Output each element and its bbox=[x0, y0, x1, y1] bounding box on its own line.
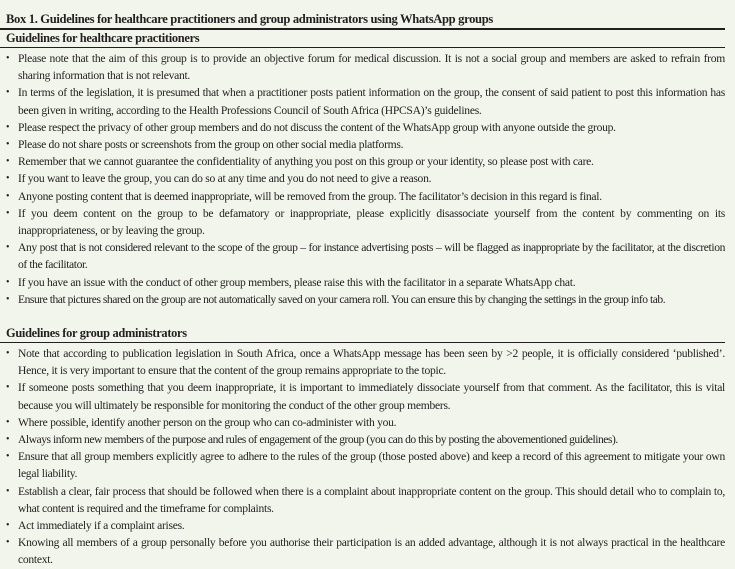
list-item bbox=[0, 274, 725, 291]
list-item-text: Remember that we cannot guarantee the confidentiality of anything you post on this group or your identity, so please post with care. bbox=[18, 155, 594, 169]
practitioner-guidelines-list bbox=[0, 48, 725, 308]
list-item-text: Ensure that pictures shared on the group are not automatically saved on your camera roll. You can ensure this by changing the settings in the group info tab. bbox=[18, 292, 666, 306]
bullet-icon: • bbox=[6, 293, 10, 305]
list-item bbox=[0, 379, 725, 413]
list-item-text: Any post that is not considered relevant to the scope of the group – for instance advertising posts – will be flagged as inappropriate by the facilitator, at the discretion of the facilitator. bbox=[18, 241, 725, 272]
bullet-icon: • bbox=[6, 348, 10, 360]
list-item-text: In terms of the legislation, it is presumed that when a practitioner posts patient information on the group, the consent of said patient to post this information has been given in writing, according to the Health Professions Council of South Africa (HPCSA)’s guidelines. bbox=[18, 86, 725, 117]
list-item bbox=[0, 170, 725, 187]
list-item-text: Please do not share posts or screenshots from the group on other social media platforms. bbox=[18, 138, 404, 152]
bullet-icon: • bbox=[6, 276, 10, 288]
bullet-icon: • bbox=[6, 382, 10, 394]
list-item bbox=[0, 153, 725, 170]
bullet-icon: • bbox=[6, 416, 10, 428]
list-item bbox=[0, 291, 725, 308]
list-item-text: Knowing all members of a group personally before you authorise their participation is an added advantage, although it is not always practical in the healthcare context. bbox=[18, 536, 725, 567]
list-item-text: Act immediately if a complaint arises. bbox=[18, 519, 185, 533]
list-item-text: Always inform new members of the purpose and rules of engagement of the group (you can do this by posting the abovementioned guidelines). bbox=[18, 433, 618, 447]
bullet-icon: • bbox=[6, 485, 10, 497]
section-heading-practitioners: Guidelines for healthcare practitioners bbox=[0, 30, 725, 48]
administrator-guidelines-list bbox=[0, 343, 725, 569]
list-item bbox=[0, 84, 725, 118]
bullet-icon: • bbox=[6, 53, 10, 64]
list-item-text: Establish a clear, fair process that should be followed when there is a complaint about inappropriate content on the group. This should detail who to complain to, what content is required and the timeframe for complaints. bbox=[18, 484, 725, 515]
bullet-icon: • bbox=[6, 190, 10, 202]
list-item-text: Anyone posting content that is deemed inappropriate, will be removed from the group. The facilitator’s decision in this regard is final. bbox=[18, 189, 602, 203]
list-item bbox=[0, 517, 725, 534]
list-item bbox=[0, 205, 725, 239]
bullet-icon: • bbox=[6, 537, 10, 549]
list-item bbox=[0, 448, 725, 482]
bullet-icon: • bbox=[6, 156, 10, 168]
list-item bbox=[0, 483, 725, 517]
list-item bbox=[0, 239, 725, 273]
list-item bbox=[0, 188, 725, 205]
bullet-icon: • bbox=[6, 451, 10, 463]
list-item bbox=[0, 534, 725, 568]
list-item-text: If someone posts something that you deem inappropriate, it is important to immediately dissociate yourself from that comment. As the facilitator, this is vital because you will ultimately be responsible for monitoring the conduct of the other group members. bbox=[18, 381, 725, 412]
bullet-icon: • bbox=[6, 121, 10, 133]
bullet-icon: • bbox=[6, 520, 10, 532]
list-item bbox=[0, 431, 725, 448]
bullet-icon: • bbox=[6, 173, 10, 185]
list-item-text: If you have an issue with the conduct of other group members, please raise this with the facilitator in a separate WhatsApp chat. bbox=[18, 275, 576, 289]
list-item-text: If you want to leave the group, you can do so at any time and you do not need to give a reason. bbox=[18, 172, 432, 186]
list-item-text: Please respect the privacy of other group members and do not discuss the content of the WhatsApp group with anyone outside the group. bbox=[18, 120, 616, 134]
bullet-icon: • bbox=[6, 242, 10, 254]
list-item-text: Where possible, identify another person on the group who can co-administer with you. bbox=[18, 415, 397, 429]
list-item bbox=[0, 119, 725, 136]
bullet-icon: • bbox=[6, 87, 10, 99]
list-item-text: Ensure that all group members explicitly agree to adhere to the rules of the group (those posted above) and keep a record of this agreement to mitigate your own legal liability. bbox=[18, 450, 725, 481]
bullet-icon: • bbox=[6, 139, 10, 151]
list-item-text: If you deem content on the group to be defamatory or inappropriate, please explicitly disassociate yourself from the content by commenting on its inappropriateness, or by leaving the group. bbox=[18, 206, 725, 238]
list-item bbox=[0, 136, 725, 153]
box-title: Box 1. Guidelines for healthcare practitioners and group administrators using WhatsApp groups bbox=[0, 0, 725, 30]
list-item bbox=[0, 414, 725, 431]
bullet-icon: • bbox=[6, 207, 10, 219]
list-item bbox=[0, 50, 725, 84]
list-item-text: Note that according to publication legislation in South Africa, once a WhatsApp message has been seen by >2 people, it is officially considered ‘published’. Hence, it is very important to ensure that the content of the group remains appropriate to the topic. bbox=[18, 347, 725, 378]
section-heading-administrators: Guidelines for group administrators bbox=[0, 325, 725, 343]
list-item-text: Please note that the aim of this group is to provide an objective forum for medical discussion. It is not a social group and members are asked to refrain from sharing information that is not relevant. bbox=[18, 52, 725, 83]
bullet-icon: • bbox=[6, 434, 10, 446]
list-item bbox=[0, 345, 725, 379]
